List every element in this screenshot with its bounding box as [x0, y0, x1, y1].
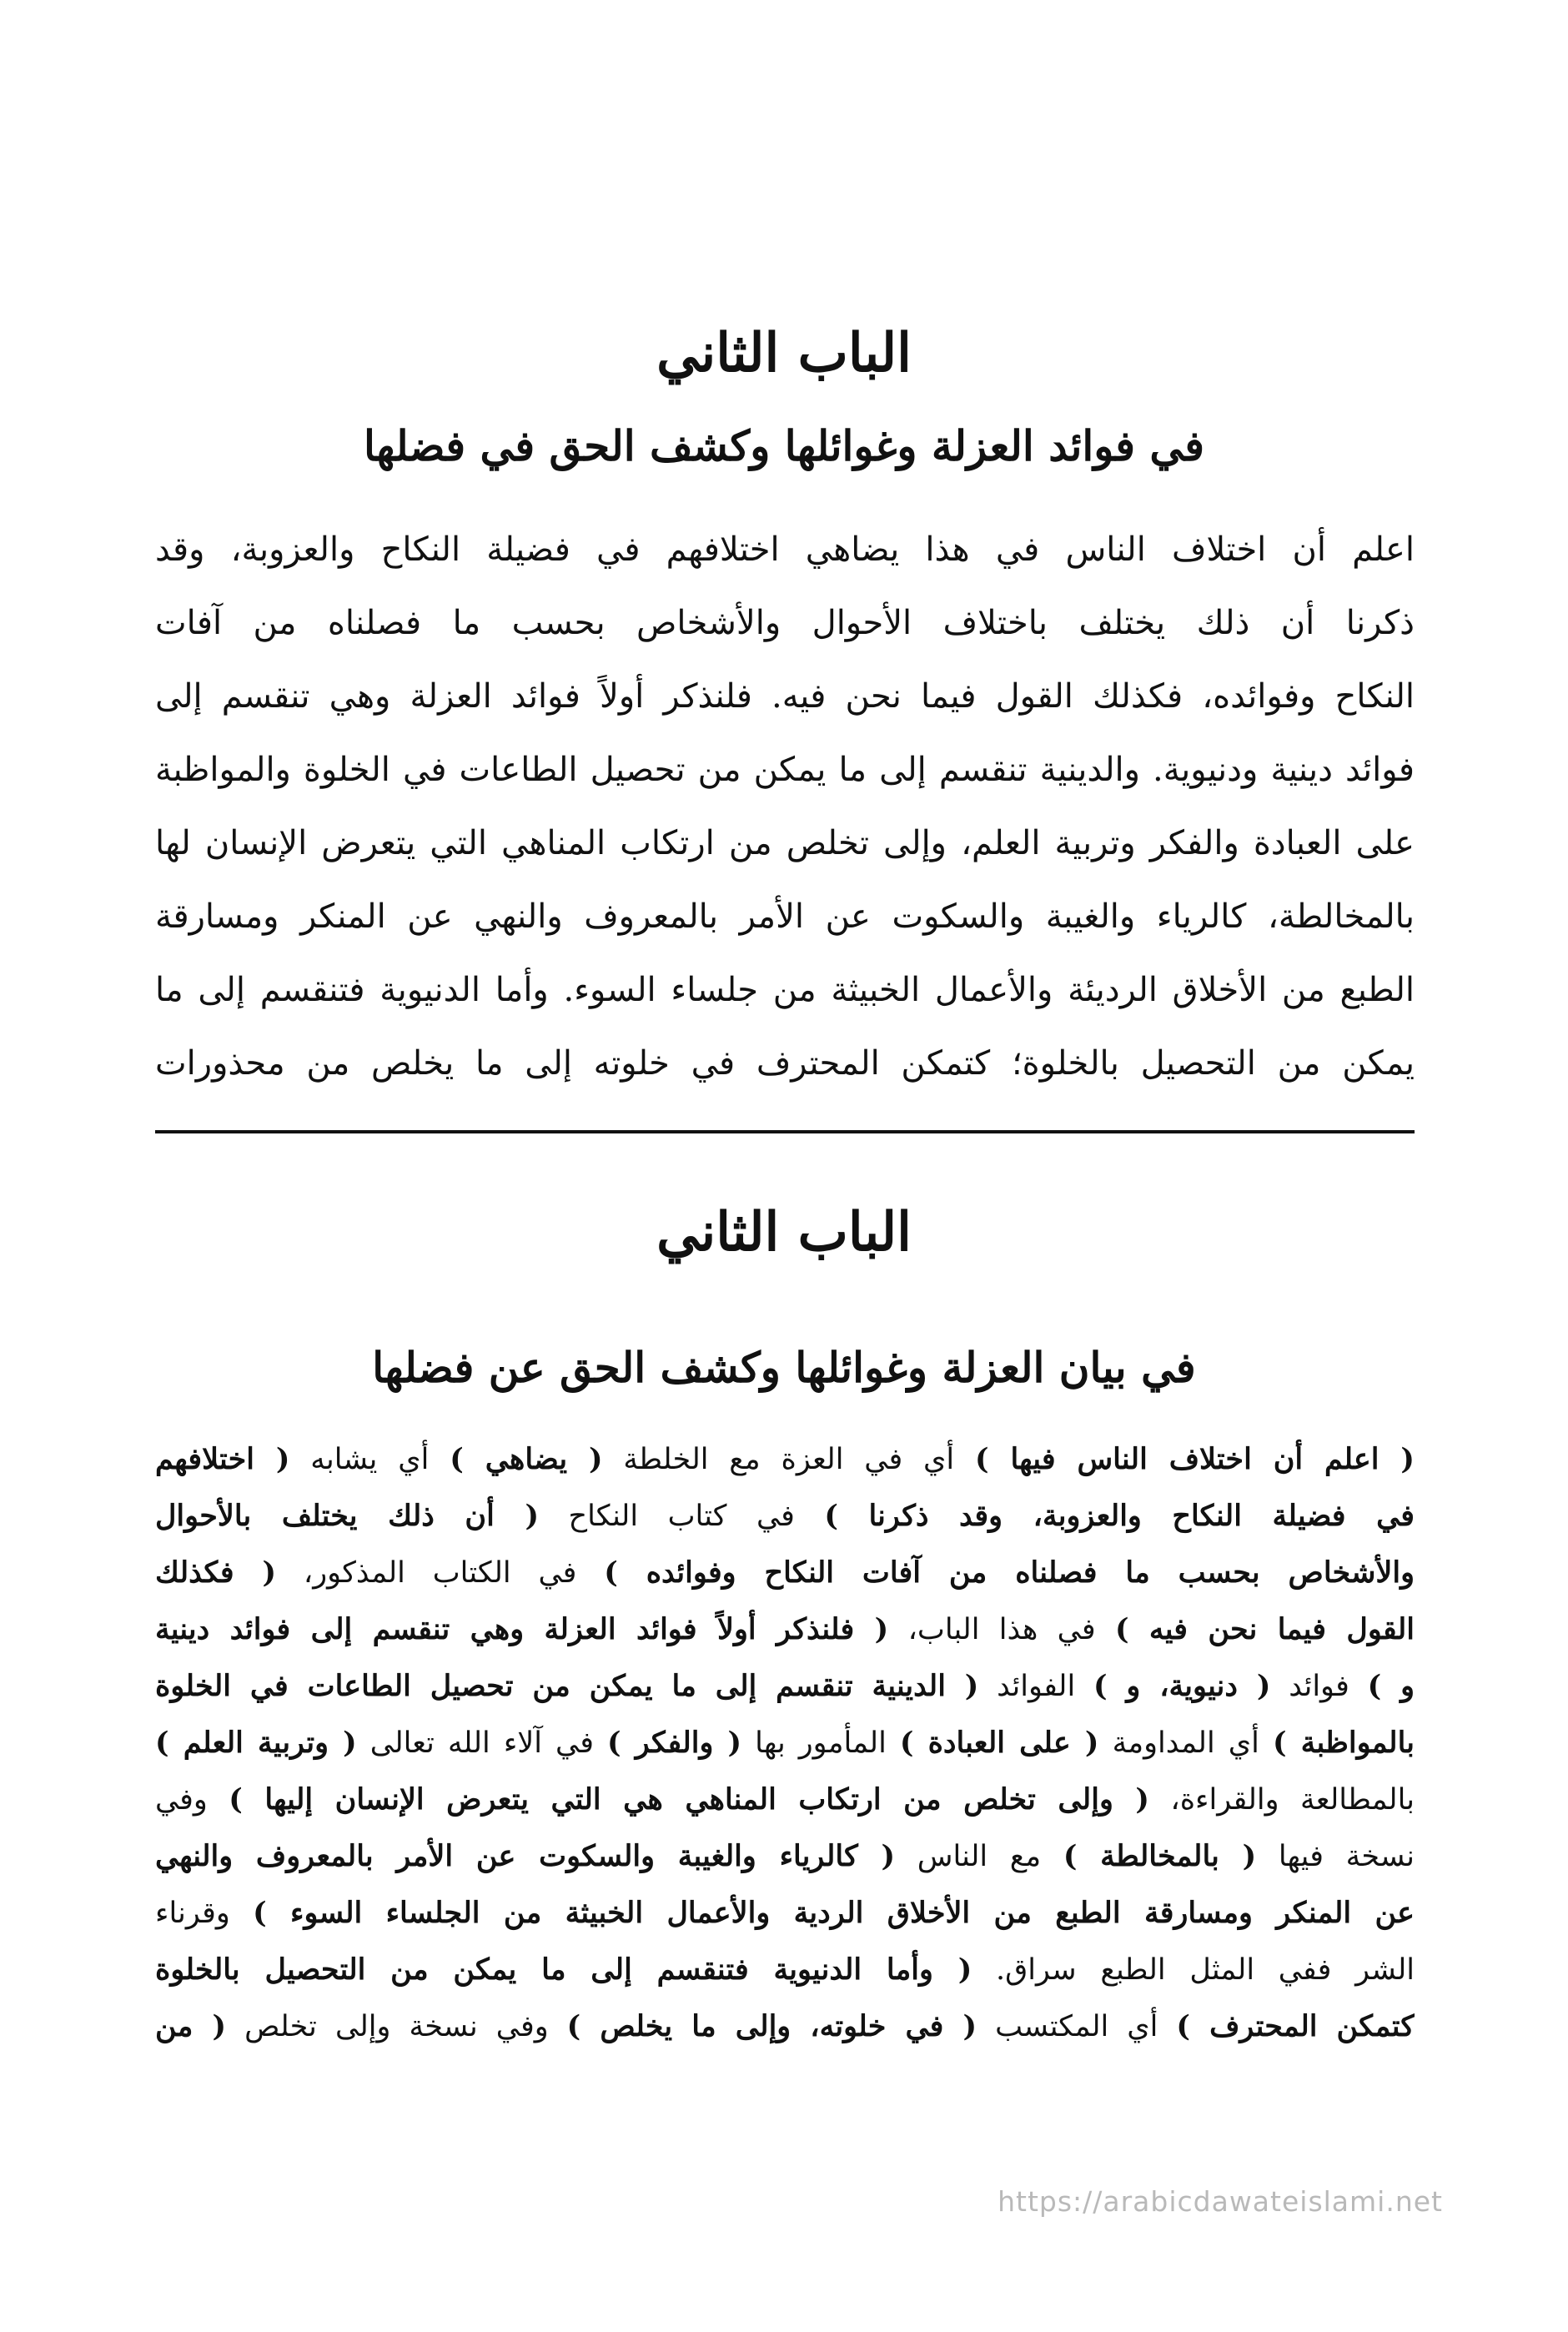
- commentary-text: مع الناس: [895, 1840, 1063, 1873]
- matn-quote: ( اعلم أن اختلاف الناس فيها ): [975, 1442, 1415, 1476]
- matn-quote: ( كالرياء والغيبة والسكوت عن الأمر بالمعروف والنهي: [155, 1839, 896, 1873]
- text-line: على العبادة والفكر وتربية العلم، وإلى تخلص من ارتكاب المناهي التي يتعرض الإنسان لها: [155, 824, 1415, 862]
- section-divider: [155, 1130, 1415, 1133]
- matn-quote: والأشخاص بحسب ما فصلناه من آفات النكاح وفوائده ): [604, 1556, 1415, 1590]
- commentary-paragraph: [155, 1431, 1415, 2055]
- commentary-text: الشر ففي المثل الطبع سراق.: [972, 1953, 1415, 1987]
- matn-quote: ( من: [155, 2009, 227, 2043]
- matn-quote: ( وتربية العلم ): [155, 1726, 357, 1760]
- commentary-line: [155, 1998, 1415, 2055]
- matn-quote: ( الدينية تنقسم إلى ما يمكن من تحصيل الطاعات في الخلوة: [155, 1669, 979, 1703]
- commentary-text: في كتاب النكاح: [539, 1500, 825, 1533]
- commentary-text: وفي نسخة وإلى تخلص: [226, 2010, 567, 2043]
- matn-quote: ( أن ذلك يختلف بالأحوال: [155, 1499, 540, 1533]
- matn-quote: في فضيلة النكاح والعزوبة، وقد ذكرنا ): [824, 1499, 1415, 1533]
- commentary-line: [155, 1658, 1415, 1715]
- commentary-text: أي المداومة: [1098, 1726, 1273, 1760]
- commentary-text: وقرناء: [155, 1897, 254, 1930]
- text-line: النكاح وفوائده، فكذلك القول فيما نحن فيه. فلنذكر أولاً فوائد العزلة وهي تنقسم إلى: [155, 677, 1415, 716]
- matn-quote: ( وإلى تخلص من ارتكاب المناهي هي التي يتعرض الإنسان إليها ): [229, 1782, 1149, 1817]
- commentary-text: المأمور بها: [741, 1726, 900, 1760]
- commentary-text: أي المكتسب: [977, 2010, 1177, 2043]
- commentary-text: أي في العزة مع الخلطة: [602, 1443, 975, 1476]
- text-line: يمكن من التحصيل بالخلوة؛ كتمكن المحترف في خلوته إلى ما يخلص من محذورات: [155, 1044, 1415, 1083]
- matn-quote: كتمكن المحترف ): [1176, 2009, 1415, 2043]
- matn-quote: بالمواظبة ): [1272, 1726, 1415, 1760]
- commentary-chapter-title: الباب الثاني: [656, 1201, 912, 1264]
- commentary-line: [155, 1488, 1415, 1545]
- commentary-text: في الكتاب المذكور،: [276, 1556, 605, 1590]
- matn-quote: عن المنكر ومسارقة الطبع من الأخلاق الردية والأعمال الخبيثة من الجلساء السوء ): [253, 1896, 1415, 1930]
- commentary-text: فوائد: [1270, 1670, 1368, 1703]
- matn-quote: ( دنيوية، و ): [1093, 1669, 1271, 1703]
- matn-quote: ( يضاهي ): [450, 1442, 603, 1476]
- text-line: فوائد دينية ودنيوية. والدينية تنقسم إلى ما يمكن من تحصيل الطاعات في الخلوة والمواظبة: [155, 751, 1415, 789]
- matn-quote: ( فكذلك: [155, 1556, 277, 1590]
- commentary-text: أي يشابه: [289, 1443, 450, 1476]
- commentary-line: [155, 1545, 1415, 1601]
- chapter-title: الباب الثاني: [656, 322, 912, 384]
- matn-quote: ( على العبادة ): [899, 1726, 1099, 1760]
- text-line: بالمخالطة، كالرياء والغيبة والسكوت عن الأمر بالمعروف والنهي عن المنكر ومسارقة: [155, 897, 1415, 936]
- commentary-subtitle: في بيان العزلة وغوائلها وكشف الحق عن فضلها: [372, 1343, 1196, 1392]
- commentary-line: [155, 1828, 1415, 1885]
- commentary-line: [155, 1942, 1415, 1998]
- commentary-line: [155, 1772, 1415, 1828]
- commentary-text: وفي: [155, 1783, 229, 1817]
- matn-quote: القول فيما نحن فيه ): [1114, 1612, 1415, 1646]
- text-line: اعلم أن اختلاف الناس في هذا يضاهي اختلافهم في فضيلة النكاح والعزوبة، وقد: [155, 530, 1415, 569]
- matn-quote: ( فلنذكر أولاً فوائد العزلة وهي تنقسم إلى فوائد دينية: [155, 1612, 889, 1646]
- source-url: https://arabicdawateislami.net: [998, 2185, 1443, 2218]
- commentary-line: [155, 1885, 1415, 1942]
- commentary-text: في آلاء الله تعالى: [356, 1726, 608, 1760]
- matn-quote: و ): [1367, 1669, 1415, 1703]
- commentary-line: [155, 1431, 1415, 1488]
- commentary-text: بالمطالعة والقراءة،: [1148, 1783, 1415, 1817]
- matn-quote: ( بالمخالطة ): [1063, 1839, 1257, 1873]
- commentary-text: نسخة فيها: [1256, 1840, 1415, 1873]
- text-line: ذكرنا أن ذلك يختلف باختلاف الأحوال والأشخاص بحسب ما فصلناه من آفات: [155, 604, 1415, 642]
- matn-quote: ( اختلافهم: [155, 1442, 290, 1476]
- commentary-line: [155, 1601, 1415, 1658]
- matn-quote: ( وأما الدنيوية فتنقسم إلى ما يمكن من التحصيل بالخلوة: [155, 1953, 972, 1987]
- main-text-paragraph: [155, 513, 1415, 1100]
- commentary-text: الفوائد: [978, 1670, 1093, 1703]
- matn-quote: ( في خلوته، وإلى ما يخلص ): [566, 2009, 977, 2043]
- text-line: الطبع من الأخلاق الرديئة والأعمال الخبيثة من جلساء السوء. وأما الدنيوية فتنقسم إلى ما: [155, 971, 1415, 1009]
- commentary-text: في هذا الباب،: [888, 1613, 1115, 1646]
- chapter-subtitle: في فوائد العزلة وغوائلها وكشف الحق في فضلها: [364, 421, 1204, 470]
- matn-quote: ( والفكر ): [607, 1726, 742, 1760]
- commentary-line: [155, 1715, 1415, 1772]
